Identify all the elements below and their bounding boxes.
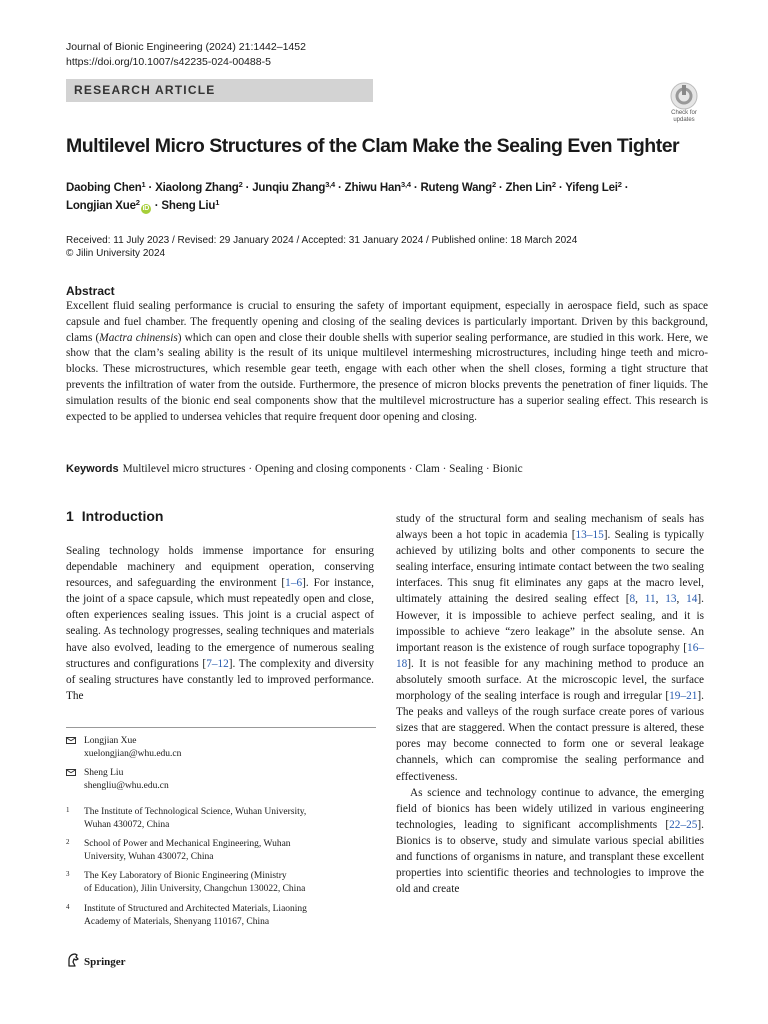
author-name[interactable]: Longjian Xue (66, 200, 136, 212)
author-name[interactable]: Xiaolong Zhang (155, 182, 239, 194)
keywords-list: Multilevel micro structures · Opening and closing components · Clam · Sealing · Bionic (122, 463, 523, 475)
corresponding-author (66, 767, 376, 793)
affiliation (66, 870, 376, 896)
text-run: ]. It is not feasible for any machining method to produce an absolutely smooth surface. At the microscopic level, the surface morphology of the sealing interface is rough and irregular [ (396, 657, 704, 703)
article-type-band (66, 79, 373, 102)
intro-right-column (396, 511, 704, 897)
author-affiliation: 2 (491, 180, 496, 189)
affiliation (66, 903, 376, 929)
abstract-body (66, 299, 708, 425)
springer-horse-icon (66, 953, 80, 967)
check-updates-line1: Check for (671, 110, 697, 116)
affiliation-number: 1 (66, 806, 70, 814)
section-title: Introduction (81, 508, 164, 524)
journal-citation: Journal of Bionic Engineering (2024) 21:1442–1452 (66, 41, 306, 53)
species-name: Mactra chinensis (99, 331, 178, 344)
text-run: study of the structural form and sealing mechanism of seals has always been a hot topic in academia [ (396, 513, 704, 542)
envelope-icon (66, 769, 76, 776)
author-name[interactable]: Zhiwu Han (344, 182, 401, 194)
affiliation (66, 838, 376, 864)
affiliation-line: The Key Laboratory of Bionic Engineering (Ministry (84, 871, 287, 881)
paragraph (66, 543, 374, 704)
affiliation-line: The Institute of Technological Science, Wuhan University, (84, 807, 307, 817)
citation-link[interactable]: 13 (665, 593, 677, 606)
abstract-text-part: Excellent fluid sealing performance is crucial to ensuring the safety of important equipment, especially in aerospace field, such as space capsule and fuel chamber. The frequently opening and closing of the sealing devices is particularly important. Driven by this background, clams ( (66, 300, 708, 344)
publisher-name: Springer (84, 956, 126, 968)
publisher-logo (66, 953, 126, 968)
section-number: 1 (66, 508, 74, 524)
text-run: ]. Bionics is to observe, study and simulate various special abilities and functions of organisms in nature, and transplant these excellent properties into scientific theories and technologies to improve the old and create (396, 818, 704, 896)
publication-dates: Received: 11 July 2023 / Revised: 29 January 2024 / Accepted: 31 January 2024 / Published online: 18 March 2024 (66, 235, 578, 246)
check-for-updates-badge[interactable] (664, 82, 704, 124)
author-affiliation: 1 (141, 180, 146, 189)
copyright-line: © Jilin University 2024 (66, 248, 166, 259)
abstract-text-part: ) which can open and close their double shells with superior sealing performance, are studied in this work. Here, we show that the clam’s sealing ability is the result of its unique multilevel intermeshing microstructures, including hinge teeth and micro-blocks. These microstructures, which resemble gear teeth, engage with each other when the shell closes, forming a tight structure that prevents the infiltration of water from the outside. Furthermore, the presence of micron blocks prevents the penetration of finer liquids. The simulation results of the bionic end seal components show that the multilevel microstructure has a superior sealing effect. This research is expected to be applied to undersea vehicles that require frequent door opening and closing. (66, 331, 709, 423)
footnote-divider (66, 727, 376, 728)
affiliation (66, 806, 376, 832)
affiliation-line: of Education), Jilin University, Changchun 130022, China (84, 883, 306, 894)
author-list: Daobing Chen$^1$ · Xiaolong Zhang$^2$ · Junqiu Zhang$^{3,4}$ · Zhiwu Han$^{3,4}$ · Ruteng Wang$^2$ · Zhen Lin$^2$ · Yifeng Lei$^2$ · Longjian Xue$^2$iD · Sheng Liu$^1$ (66, 180, 629, 212)
citation-link[interactable]: 11 (644, 593, 656, 606)
affiliation-number: 3 (66, 870, 70, 878)
text-run: ]. However, it is impossible to achieve perfect sealing, and it is impossible to achieve “zero leakage” in the absolute sense. An important reason is the existence of rough surface topography [ (396, 593, 704, 654)
contact-name: Sheng Liu (84, 768, 124, 778)
text-run: As science and technology continue to advance, the emerging field of bionics has been widely utilized in various engineering technologies, leading to significant accomplishments [ (396, 786, 704, 831)
text-run: Sealing technology holds immense importance for ensuring dependable machinery and equipment operation, conserving resources, and safeguarding the environment [ (66, 545, 374, 590)
affiliation-number: 2 (66, 838, 70, 846)
affiliation-line: Academy of Materials, Shenyang 110167, China (84, 916, 270, 927)
contact-email[interactable]: xuelongjian@whu.edu.cn (84, 748, 182, 759)
affiliation-line: School of Power and Mechanical Engineering, Wuhan (84, 839, 291, 849)
doi-link[interactable]: https://doi.org/10.1007/s42235-024-00488-5 (66, 56, 271, 68)
corresponding-author (66, 735, 376, 761)
citation-link[interactable]: 16–18 (396, 641, 704, 670)
text-run: ]. For instance, the joint of a space capsule, which must repeatedly open and close, often experiences sealing issues. This joint is a crucial aspect of sealing. As technology progresses, sealing techniques and materials have also evolved, leading to the emergence of numerous sealing structures and configurations [ (66, 577, 374, 670)
affiliation-line: Wuhan 430072, China (84, 819, 170, 830)
abstract-heading: Abstract (66, 284, 115, 298)
citation-link[interactable]: 22–25 (669, 818, 698, 831)
author-name[interactable]: Daobing Chen (66, 182, 142, 194)
author-affiliation: 2 (551, 180, 556, 189)
article-type-label: RESEARCH ARTICLE (74, 83, 216, 97)
check-updates-icon (670, 82, 698, 110)
contact-name: Longjian Xue (84, 736, 137, 746)
author-affiliation: 2 (238, 180, 243, 189)
text-run: ]. Sealing is typically achieved by utilizing bolts and other components to secure the sealing interface, ensuring intimate contact between the two sealing interfaces. This snug fit eliminates any gaps at the macro level, ultimately attaining the desired sealing effect [ (396, 529, 704, 606)
author-affiliation: 3,4 (401, 180, 411, 189)
author-name[interactable]: Yifeng Lei (565, 182, 618, 194)
citation-link[interactable]: 19–21 (669, 690, 698, 703)
text-run: ]. The peaks and valleys of the rough surface create pores of various sizes that are staggered. When the contact pressure is altered, these pores may become connected to form one or several leakage channels, which can compromise the sealing performance and effectiveness. (396, 690, 704, 783)
text-run: ]. The complexity and diversity of sealing structures have constantly led to improved performance. The (66, 657, 374, 702)
affiliation-number: 4 (66, 903, 70, 911)
author-name[interactable]: Sheng Liu (161, 200, 216, 212)
keywords (66, 461, 708, 477)
paragraph: study of the structural form and sealing mechanism of seals has always been a hot topic in academia [13–15]. Sealing is typically achieved by utilizing bolts and other components to secure the sealing interface, ensuring intimate contact between the two sealing interfaces. This snug fit eliminates any gaps at the macro level, ultimately attaining the desired sealing effect [8, 11, 13, 14]. However, it is impossible to achieve perfect sealing, and it is impossible to achieve “zero leakage” in the absolute sense. An important reason is the existence of rough surface topography [16–18]. It is not feasible for any machining method to produce an absolutely smooth surface. At the microscopic level, the surface morphology of the sealing interface is rough and irregular [19–21]. The peaks and valleys of the rough surface create pores of various sizes that are staggered. When the contact pressure is altered, these pores may become connected to form one or several leakage channels, which can compromise the sealing performance and effectiveness. (396, 513, 704, 783)
author-name[interactable]: Ruteng Wang (420, 182, 492, 194)
section-heading (66, 508, 163, 524)
paragraph (396, 785, 704, 898)
author-name[interactable]: Zhen Lin (505, 182, 552, 194)
citation-link[interactable]: 8 (629, 593, 636, 606)
keywords-heading: Keywords (66, 463, 119, 475)
citation-link[interactable]: 1–6 (285, 577, 303, 590)
intro-left-column (66, 543, 374, 704)
citation-link[interactable]: 7–12 (206, 657, 229, 670)
author-affiliation: 1 (215, 198, 220, 207)
check-updates-line2: updates (673, 116, 695, 123)
citation-link[interactable]: 14 (686, 593, 698, 606)
article-title: Multilevel Micro Structures of the Clam Make the Sealing Even Tighter (66, 135, 680, 157)
affiliation-line: University, Wuhan 430072, China (84, 851, 214, 862)
author-affiliation: 2 (617, 180, 622, 189)
orcid-icon[interactable]: iD (142, 205, 150, 212)
author-name[interactable]: Junqiu Zhang (252, 182, 326, 194)
author-affiliation: 2 (135, 198, 140, 207)
citation-link[interactable]: 13–15 (575, 529, 604, 542)
contact-email[interactable]: shengliu@whu.edu.cn (84, 780, 169, 791)
envelope-icon (66, 737, 76, 744)
author-affiliation: 3,4 (325, 180, 336, 189)
affiliation-line: Institute of Structured and Architected Materials, Liaoning (84, 904, 307, 914)
